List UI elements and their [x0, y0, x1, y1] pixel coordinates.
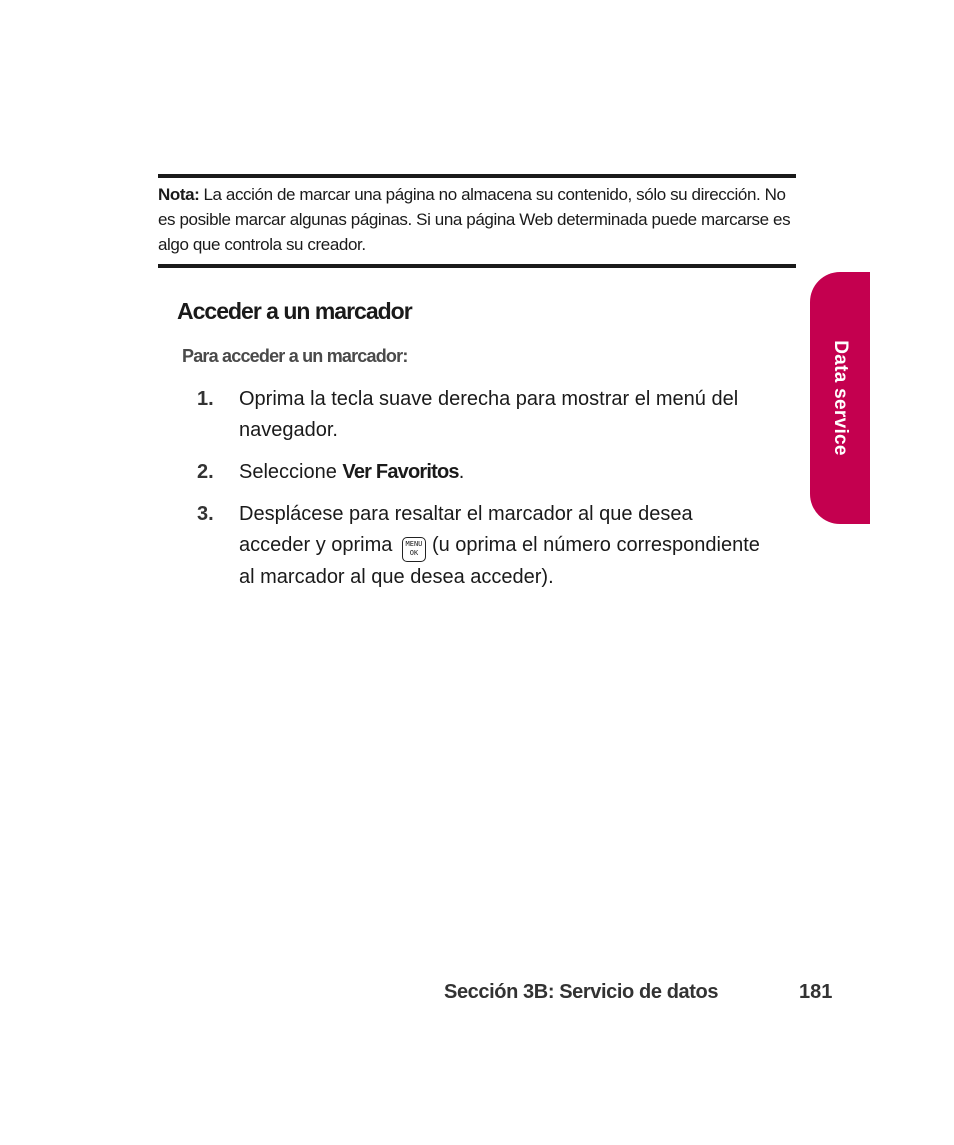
procedure-subheading: Para acceder a un marcador: [182, 346, 408, 366]
step-item [197, 499, 767, 593]
step-number: 3. [197, 503, 214, 525]
side-tab-label: Data service [830, 340, 851, 456]
footer-section-title: Sección 3B: Servicio de datos [444, 981, 719, 1003]
menu-option-ver-favoritos: Ver Favoritos [342, 461, 459, 483]
page-number: 181 [799, 981, 833, 1003]
step-item [197, 384, 767, 446]
steps-list [197, 384, 767, 604]
step-text: Seleccione [239, 461, 343, 483]
step-text: Oprima la tecla suave derecha para mostrar el menú del navegador. [239, 388, 739, 441]
step-number: 2. [197, 461, 214, 483]
menu-key-bottom-label: OK [409, 549, 419, 557]
step-number: 1. [197, 388, 214, 410]
step-text-end: . [458, 461, 465, 483]
side-tab [810, 272, 870, 524]
step-item [197, 457, 767, 488]
note-box [158, 174, 796, 268]
menu-key-top-label: MENU [405, 540, 423, 548]
section-title: Acceder a un marcador [177, 298, 412, 324]
note-text: La acción de marcar una página no almacena su contenido, sólo su dirección. No es posible marcar algunas páginas. Si una página Web determinada puede marcarse es algo que controla su creador. [158, 185, 791, 254]
step-text-end: (u oprima el número correspondiente al marcador al que desea acceder). [239, 534, 760, 588]
menu-ok-key-icon [402, 537, 426, 562]
note-label: Nota: [158, 185, 200, 204]
step-text: Desplácese para resaltar el marcador al que desea acceder y oprima [239, 503, 693, 556]
